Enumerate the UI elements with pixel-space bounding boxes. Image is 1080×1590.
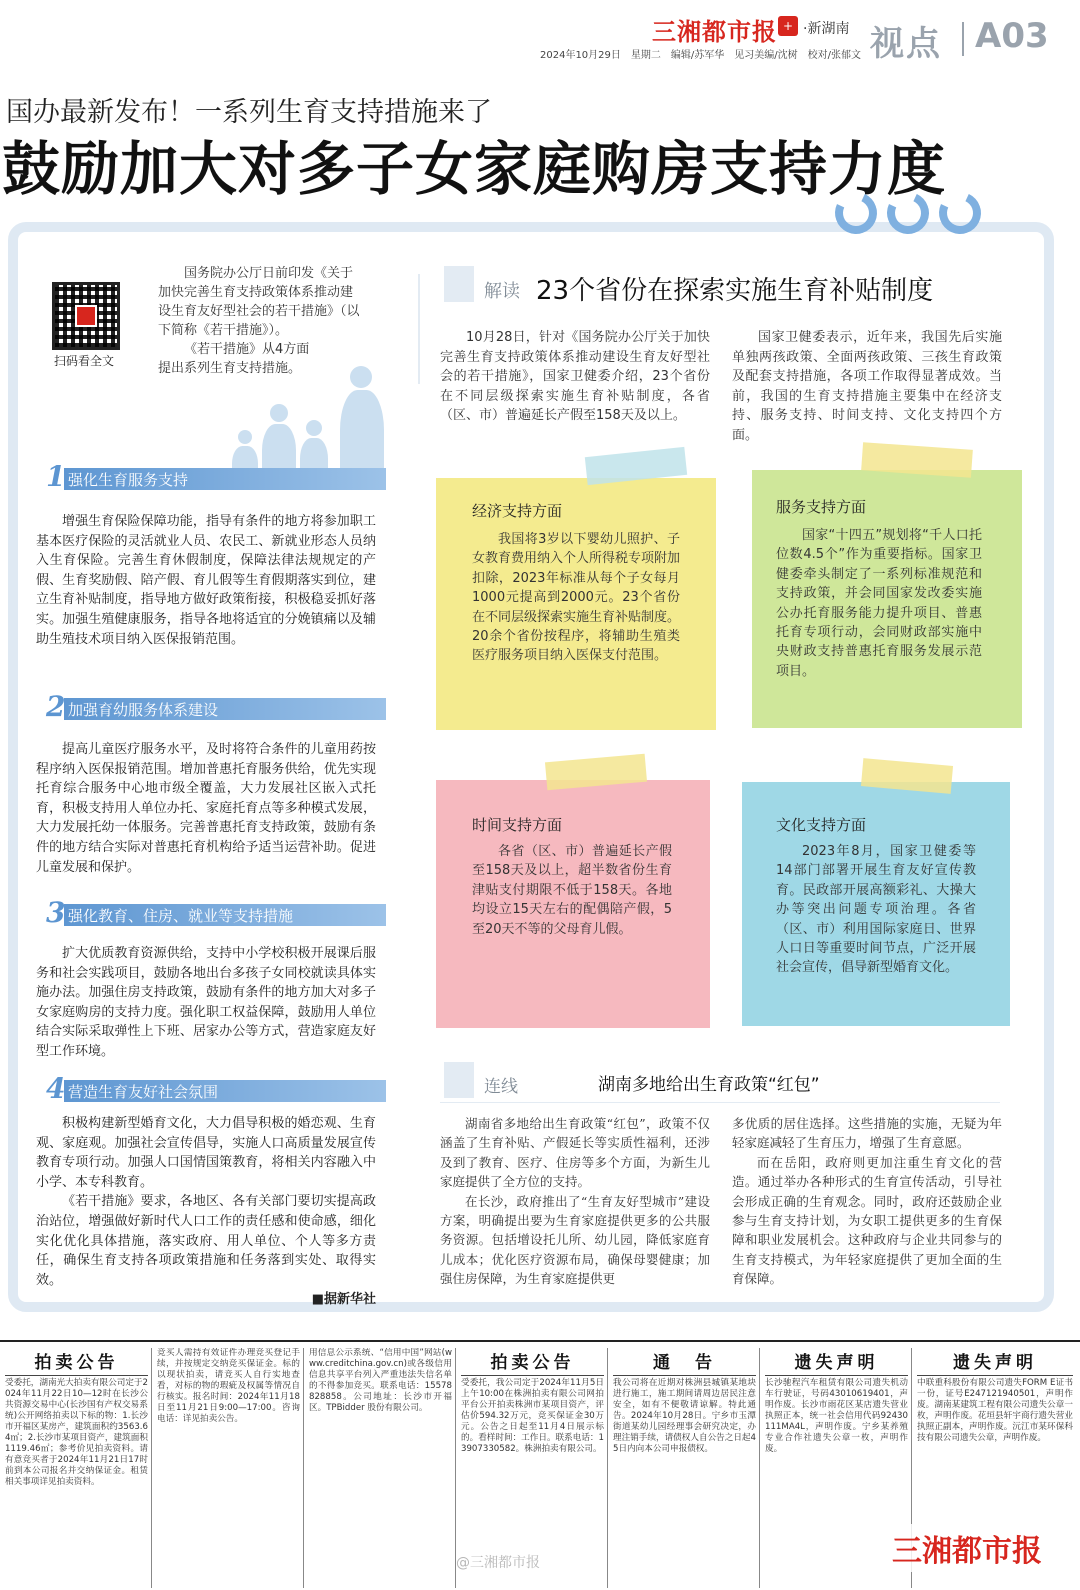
classified-body: 竞买人需持有效证件办理竞买登记手续，并按规定交纳竞买保证金。标的以现状拍卖，请竞买人自行实地查看，对标的物的瑕疵及权属等情况自行核实。报名时间：2024年11月18日至11月21日9:00—17:00。咨询电话：详见拍卖公告。 <box>157 1348 300 1424</box>
lianxian-title: 湖南多地给出生育政策“红包” <box>598 1075 820 1095</box>
lianxian-paragraph: 而在岳阳，政府则更加注重生育文化的营造。通过举办各种形式的生育宣传活动，引导社会形成正确的生育观念。同时，政府还鼓励企业参与生育支持计划，为女职工提供更多的生育保障和职业发展机会。这种政府与企业共同参与的生育支持模式，为年轻家庭提供了更加全面的生育保障。 <box>732 1154 1002 1287</box>
lianxian-left-text <box>440 1114 710 1289</box>
article-headline: 鼓励加大对多子女家庭购房支持力度 <box>2 135 947 203</box>
classified-body: 我公司将在近期对株洲县城镇某地块进行施工，施工期间请周边居民注意安全，如有不便敬请谅解。特此通告。2024年10月28日。宁乡市玉潭街道某幼儿园经理事会研究决定，办理注销手续，请债权人自公告之日起45日内向本公司申报债权。 <box>613 1378 756 1454</box>
qr-code-icon[interactable] <box>52 282 120 350</box>
note-time <box>436 780 710 1028</box>
lianxian-rule <box>440 1102 1000 1103</box>
article-kicker: 国办最新发布！一系列生育支持措施来了 <box>6 97 492 128</box>
decorative-circles <box>835 192 995 252</box>
section-number: 3 <box>46 896 66 929</box>
page-number: A03 <box>975 16 1049 56</box>
classified-body: 受委托，湖南光大拍卖有限公司定于2024年11月22日10—12时在长沙公共资源交易中心(长沙国有产权交易系统)公开网络拍卖以下标的物：1.长沙市开福区某房产，建筑面积约3563.64㎡；2.长沙市某项目资产，建筑面积1119.46㎡；参考价见拍卖资料。请有意竞买者于2024年11月21日17时前到本公司报名并交纳保证金。租赁相关事项详见拍卖资料。 <box>5 1378 148 1487</box>
footer-brand-logo: 三湘都市报 <box>886 1524 1048 1572</box>
section-heading-2 <box>44 690 394 723</box>
circle-icon <box>829 186 883 240</box>
classified-body: 受委托，我公司定于2024年11月5日上午10:00在株洲拍卖有限公司网拍平台公开拍卖株洲市某项目资产，评估价594.32万元，竞买保证金30万元。公告之日起至11月4日展示标的。看样时间：工作日。联系电话：13907330582。株洲拍卖有限公司。 <box>461 1378 604 1454</box>
qr-label: 扫码看全文 <box>54 354 115 368</box>
jiedu-title: 23个省份在探索实施生育补贴制度 <box>536 276 934 306</box>
note-body: 2023年8月，国家卫健委等14部门部署开展生育友好宣传教育。民政部开展高额彩礼、大操大办等突出问题专项治理。各省（区、市）利用国际家庭日、世界人口日等重要时间节点，广泛开展社会宣传，倡导新型婚育文化。 <box>776 844 976 976</box>
masthead-divider <box>962 22 964 56</box>
app-logo-icon: + <box>778 16 798 36</box>
masthead <box>0 0 1080 86</box>
classified-body: 中联重科股份有限公司遗失FORM E证书一份，证号E247121940501，声明作废。湖南某建筑工程有限公司遗失公章一枚，声明作废。花垣县轩宇商行遗失营业执照正副本，声明作废。沅江市某环保科技有限公司遗失公章，声明作废。 <box>917 1378 1073 1443</box>
section-number: 1 <box>46 460 66 493</box>
note-economic <box>436 478 716 730</box>
classified-column <box>610 1348 760 1588</box>
section-body-4 <box>36 1114 376 1310</box>
section-number: 4 <box>46 1072 66 1105</box>
classified-column <box>2 1348 152 1588</box>
sub-brand: ·新湖南 <box>803 21 850 37</box>
section-body-2 <box>36 740 376 877</box>
lianxian-right-text <box>732 1114 1002 1289</box>
note-title: 服务支持方面 <box>776 498 867 516</box>
classified-heading: 通 告 <box>613 1348 756 1376</box>
note-body: 国家“十四五”规划将“千人口托位数4.5个”作为重要指标。国家卫健委牵头制定了一系列标准规范和支持政策，并会同国家发改委实施公办托育服务能力提升项目、普惠托育专项行动，会同财政部实施中央财政支持普惠托育服务发展示范项目。 <box>776 528 982 679</box>
section-paragraph: 《若干措施》要求，各地区、各有关部门要切实提高政治站位，增强做好新时代人口工作的责任感和使命感，细化实化优化具体措施，落实政府、用人单位、个人等多方责任，确保生育支持各项政策措施和任务落到实处、取得实效。 <box>36 1194 376 1288</box>
note-title: 时间支持方面 <box>472 816 563 834</box>
section-body-3 <box>36 944 376 1062</box>
jiedu-right-text: 国家卫健委表示，近年来，我国先后实施单独两孩政策、全面两孩政策、三孩生育政策及配套支持措施，各项工作取得显著成效。当前，我国的生育支持措施主要集中在经济支持、服务支持、时间支持、文化支持四个方面。 <box>732 330 1002 443</box>
note-service <box>752 470 1022 728</box>
jiedu-tag <box>444 266 474 302</box>
note-body: 我国将3岁以下婴幼儿照护、子女教育费用纳入个人所得税专项附加扣除，2023年标准从每个子女每月1000元提高到2000元。23个省份在不同层级探索实施生育补贴制度。20余个省份按程序，将辅助生殖类医疗服务项目纳入医保支付范围。 <box>472 532 681 664</box>
intro-paragraph: 《若干措施》从4方面提出系列生育支持措施。 <box>158 342 310 376</box>
note-body: 各省（区、市）普遍延长产假至158天及以上，超半数省份生育津贴支付期限不低于158天。各地均设立15天左右的配偶陪产假，5至20天不等的父母育儿假。 <box>472 844 672 937</box>
jiedu-label: 解读 <box>484 281 520 302</box>
lianxian-paragraph: 湖南省多地给出生育政策“红包”，政策不仅涵盖了生育补贴、产假延长等实质性福利，还涉及到了教育、医疗、住房等多个方面，为新生儿家庭提供了全方位的支持。 <box>440 1116 710 1190</box>
note-title: 经济支持方面 <box>472 502 563 520</box>
classified-body: 长沙驰程汽车租赁有限公司遗失机动车行驶证，号码43010619401，声明作废。长沙市雨花区某店遗失营业执照正本，统一社会信用代码92430111MA4L，声明作废。宁乡某养殖专业合作社遗失公章一枚，声明作废。 <box>765 1378 908 1454</box>
watermark-text: @三湘都市报 <box>456 1555 540 1571</box>
circle-icon <box>881 186 935 240</box>
lianxian-paragraph: 在长沙，政府推出了“生育友好型城市”建设方案，明确提出要为生育家庭提供更多的公共服务资源。包括增设托儿所、幼儿园，降低家庭育儿成本；优化医疗资源布局，确保母婴健康；加强住房保障，为生育家庭提供更 <box>440 1193 710 1287</box>
intro-paragraph: 国务院办公厅日前印发《关于加快完善生育支持政策体系推动建设生育友好型社会的若干措施》（以下简称《若干措施》）。 <box>158 266 360 338</box>
date-editor-line: 2024年10月29日 星期二 编辑/苏军华 见习美编/沈树 校对/张郁文 <box>540 50 862 61</box>
newspaper-brand: 三湘都市报 <box>652 18 777 46</box>
section-paragraph: 提高儿童医疗服务水平，及时将符合条件的儿童用药按程序纳入医保报销范围。增加普惠托育服务供给，优先实现托育综合服务中心地市级全覆盖，大力发展社区嵌入式托育，积极支持用人单位办托、家庭托育点等多种模式发展，大力发展托幼一体服务。完善普惠托育支持政策，鼓励有条件的地方结合实际对普惠托育机构给予适当运营补助。促进儿童发展和保护。 <box>36 742 376 875</box>
section-body-1 <box>36 512 376 649</box>
lianxian-tag <box>444 1062 474 1098</box>
section-title: 强化生育服务支持 <box>68 471 189 489</box>
classified-heading: 拍卖公告 <box>461 1348 604 1376</box>
classified-column <box>154 1348 304 1588</box>
classified-body: 用信息公示系统、“信用中国”网站(www.creditchina.gov.cn)或各级信用信息共享平台列入严重违法失信名单的不得参加竞买。联系电话：15578828858。公司地址：长沙市开福区。TPBidder 股份有限公司。 <box>309 1348 452 1413</box>
lianxian-paragraph: 多优质的居住选择。这些措施的实施，无疑为年轻家庭减轻了生育压力，增强了生育意愿。 <box>732 1116 1002 1151</box>
section-title: 加强育幼服务体系建设 <box>68 701 219 719</box>
section-title: 强化教育、住房、就业等支持措施 <box>68 907 294 925</box>
section-title: 营造生育友好社会氛围 <box>68 1083 219 1101</box>
classified-heading: 遗失声明 <box>765 1348 908 1376</box>
circle-icon <box>933 186 987 240</box>
note-culture <box>742 782 1010 1026</box>
column-divider <box>418 274 420 384</box>
classified-heading: 拍卖公告 <box>5 1348 148 1376</box>
section-paragraph: 扩大优质教育资源供给，支持中小学校积极开展课后服务和社会实践项目，鼓励各地出台多孩子女同校就读具体实施办法。加强住房支持政策，鼓励有条件的地方加大对多子女家庭购房的支持力度。强化职工权益保障，鼓励用人单位结合实际采取弹性上下班、居家办公等方式，营造家庭友好型工作环境。 <box>36 946 376 1059</box>
section-heading-1 <box>44 460 394 493</box>
section-heading-4 <box>44 1072 394 1105</box>
section-paragraph: 积极构建新型婚育文化，大力倡导积极的婚恋观、生育观、家庭观。加强社会宣传倡导，实施人口高质量发展宣传教育专项行动。加强人口国情国策教育，将相关内容融入中小学、本专科教育。 <box>36 1116 376 1190</box>
section-paragraph: 增强生育保险保障功能，指导有条件的地方将参加职工基本医疗保险的灵活就业人员、农民工、新就业形态人员纳入生育保险。完善生育休假制度，保障法律法规规定的产假、生育奖励假、陪产假、育儿假等生育假期落实到位，建立生育补贴制度，指导地方做好政策衔接，积极稳妥抓好落实。加强生殖健康服务，指导各地将适宜的分娩镇痛以及辅助生殖技术项目纳入医保报销范围。 <box>36 514 376 647</box>
classified-heading: 遗失声明 <box>917 1348 1073 1376</box>
classified-column <box>306 1348 456 1588</box>
section-name: 视点 <box>870 24 942 64</box>
section-number: 2 <box>46 690 66 723</box>
lianxian-label: 连线 <box>484 1077 518 1097</box>
section-heading-3 <box>44 896 394 929</box>
jiedu-left-text: 10月28日，针对《国务院办公厅关于加快完善生育支持政策体系推动建设生育友好型社会的若干措施》，国家卫健委介绍，23个省份在不同层级探索实施生育补贴制度，各省（区、市）普遍延长产假至158天及以上。 <box>440 330 710 424</box>
intro-text <box>158 264 362 378</box>
news-source: ■据新华社 <box>311 1292 376 1308</box>
note-title: 文化支持方面 <box>776 816 867 834</box>
